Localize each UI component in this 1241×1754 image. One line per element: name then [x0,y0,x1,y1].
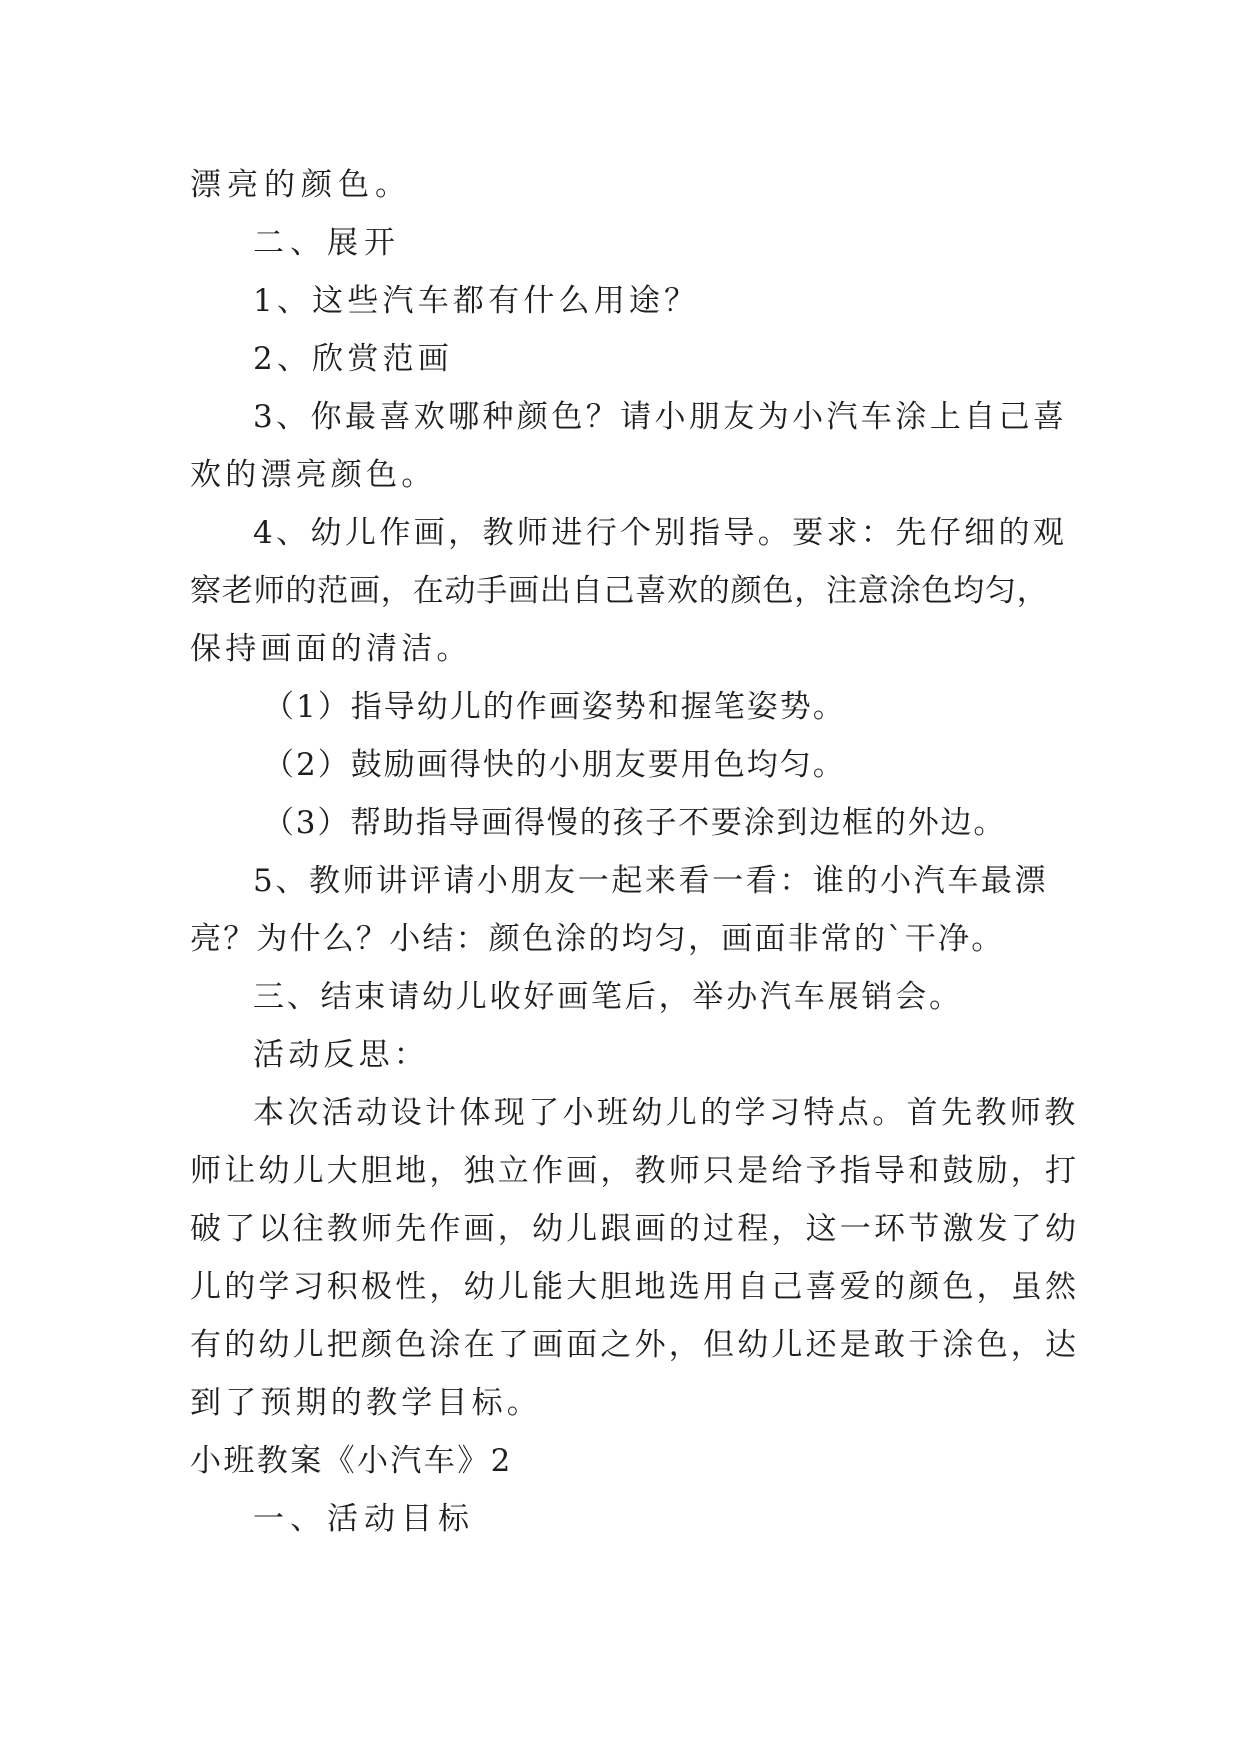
paragraph-line: 儿的学习积极性，幼儿能大胆地选用自己喜爱的颜色，虽然 [190,1269,1080,1305]
paragraph-line: 有的幼儿把颜色涂在了画面之外，但幼儿还是敢于涂色，达 [190,1327,1080,1363]
section-heading: 活动反思： [253,1037,429,1073]
sub-item: （1）指导幼儿的作画姿势和握笔姿势。 [263,689,846,725]
text-line: 欢的漂亮颜色。 [190,457,437,493]
list-item: 4、幼儿作画，教师进行个别指导。要求：先仔细的观 [253,515,1068,551]
text-line: 漂亮的颜色。 [190,167,412,203]
list-item: 3、你最喜欢哪种颜色？请小朋友为小汽车涂上自己喜 [253,399,1068,435]
list-item: 2、欣赏范画 [253,341,453,377]
list-item: 1、这些汽车都有什么用途？ [253,283,700,319]
document-title: 小班教案《小汽车》2 [190,1443,513,1479]
text-line: 察老师的范画，在动手画出自己喜欢的颜色，注意涂色均匀， [190,573,1049,609]
sub-item: （2）鼓励画得快的小朋友要用色均匀。 [263,747,846,783]
text-line: 保持画面的清洁。 [190,631,472,667]
sub-item: （3）帮助指导画得慢的孩子不要涂到边框的外边。 [263,805,1007,841]
paragraph-line: 本次活动设计体现了小班幼儿的学习特点。首先教师教 [253,1095,1079,1131]
paragraph-line: 到了预期的教学目标。 [190,1385,542,1421]
paragraph-line: 破了以往教师先作画，幼儿跟画的过程，这一环节激发了幼 [190,1211,1080,1247]
section-heading: 二、展开 [253,225,401,261]
list-item: 5、教师讲评请小朋友一起来看一看：谁的小汽车最漂 [253,863,1049,899]
section-heading: 三、结束请幼儿收好画笔后，举办汽车展销会。 [253,979,963,1015]
text-line: 亮？为什么？小结：颜色涂的均匀，画面非常的`干净。 [190,921,1005,957]
paragraph-line: 师让幼儿大胆地，独立作画，教师只是给予指导和鼓励，打 [190,1153,1080,1189]
section-heading: 一、活动目标 [253,1501,475,1537]
